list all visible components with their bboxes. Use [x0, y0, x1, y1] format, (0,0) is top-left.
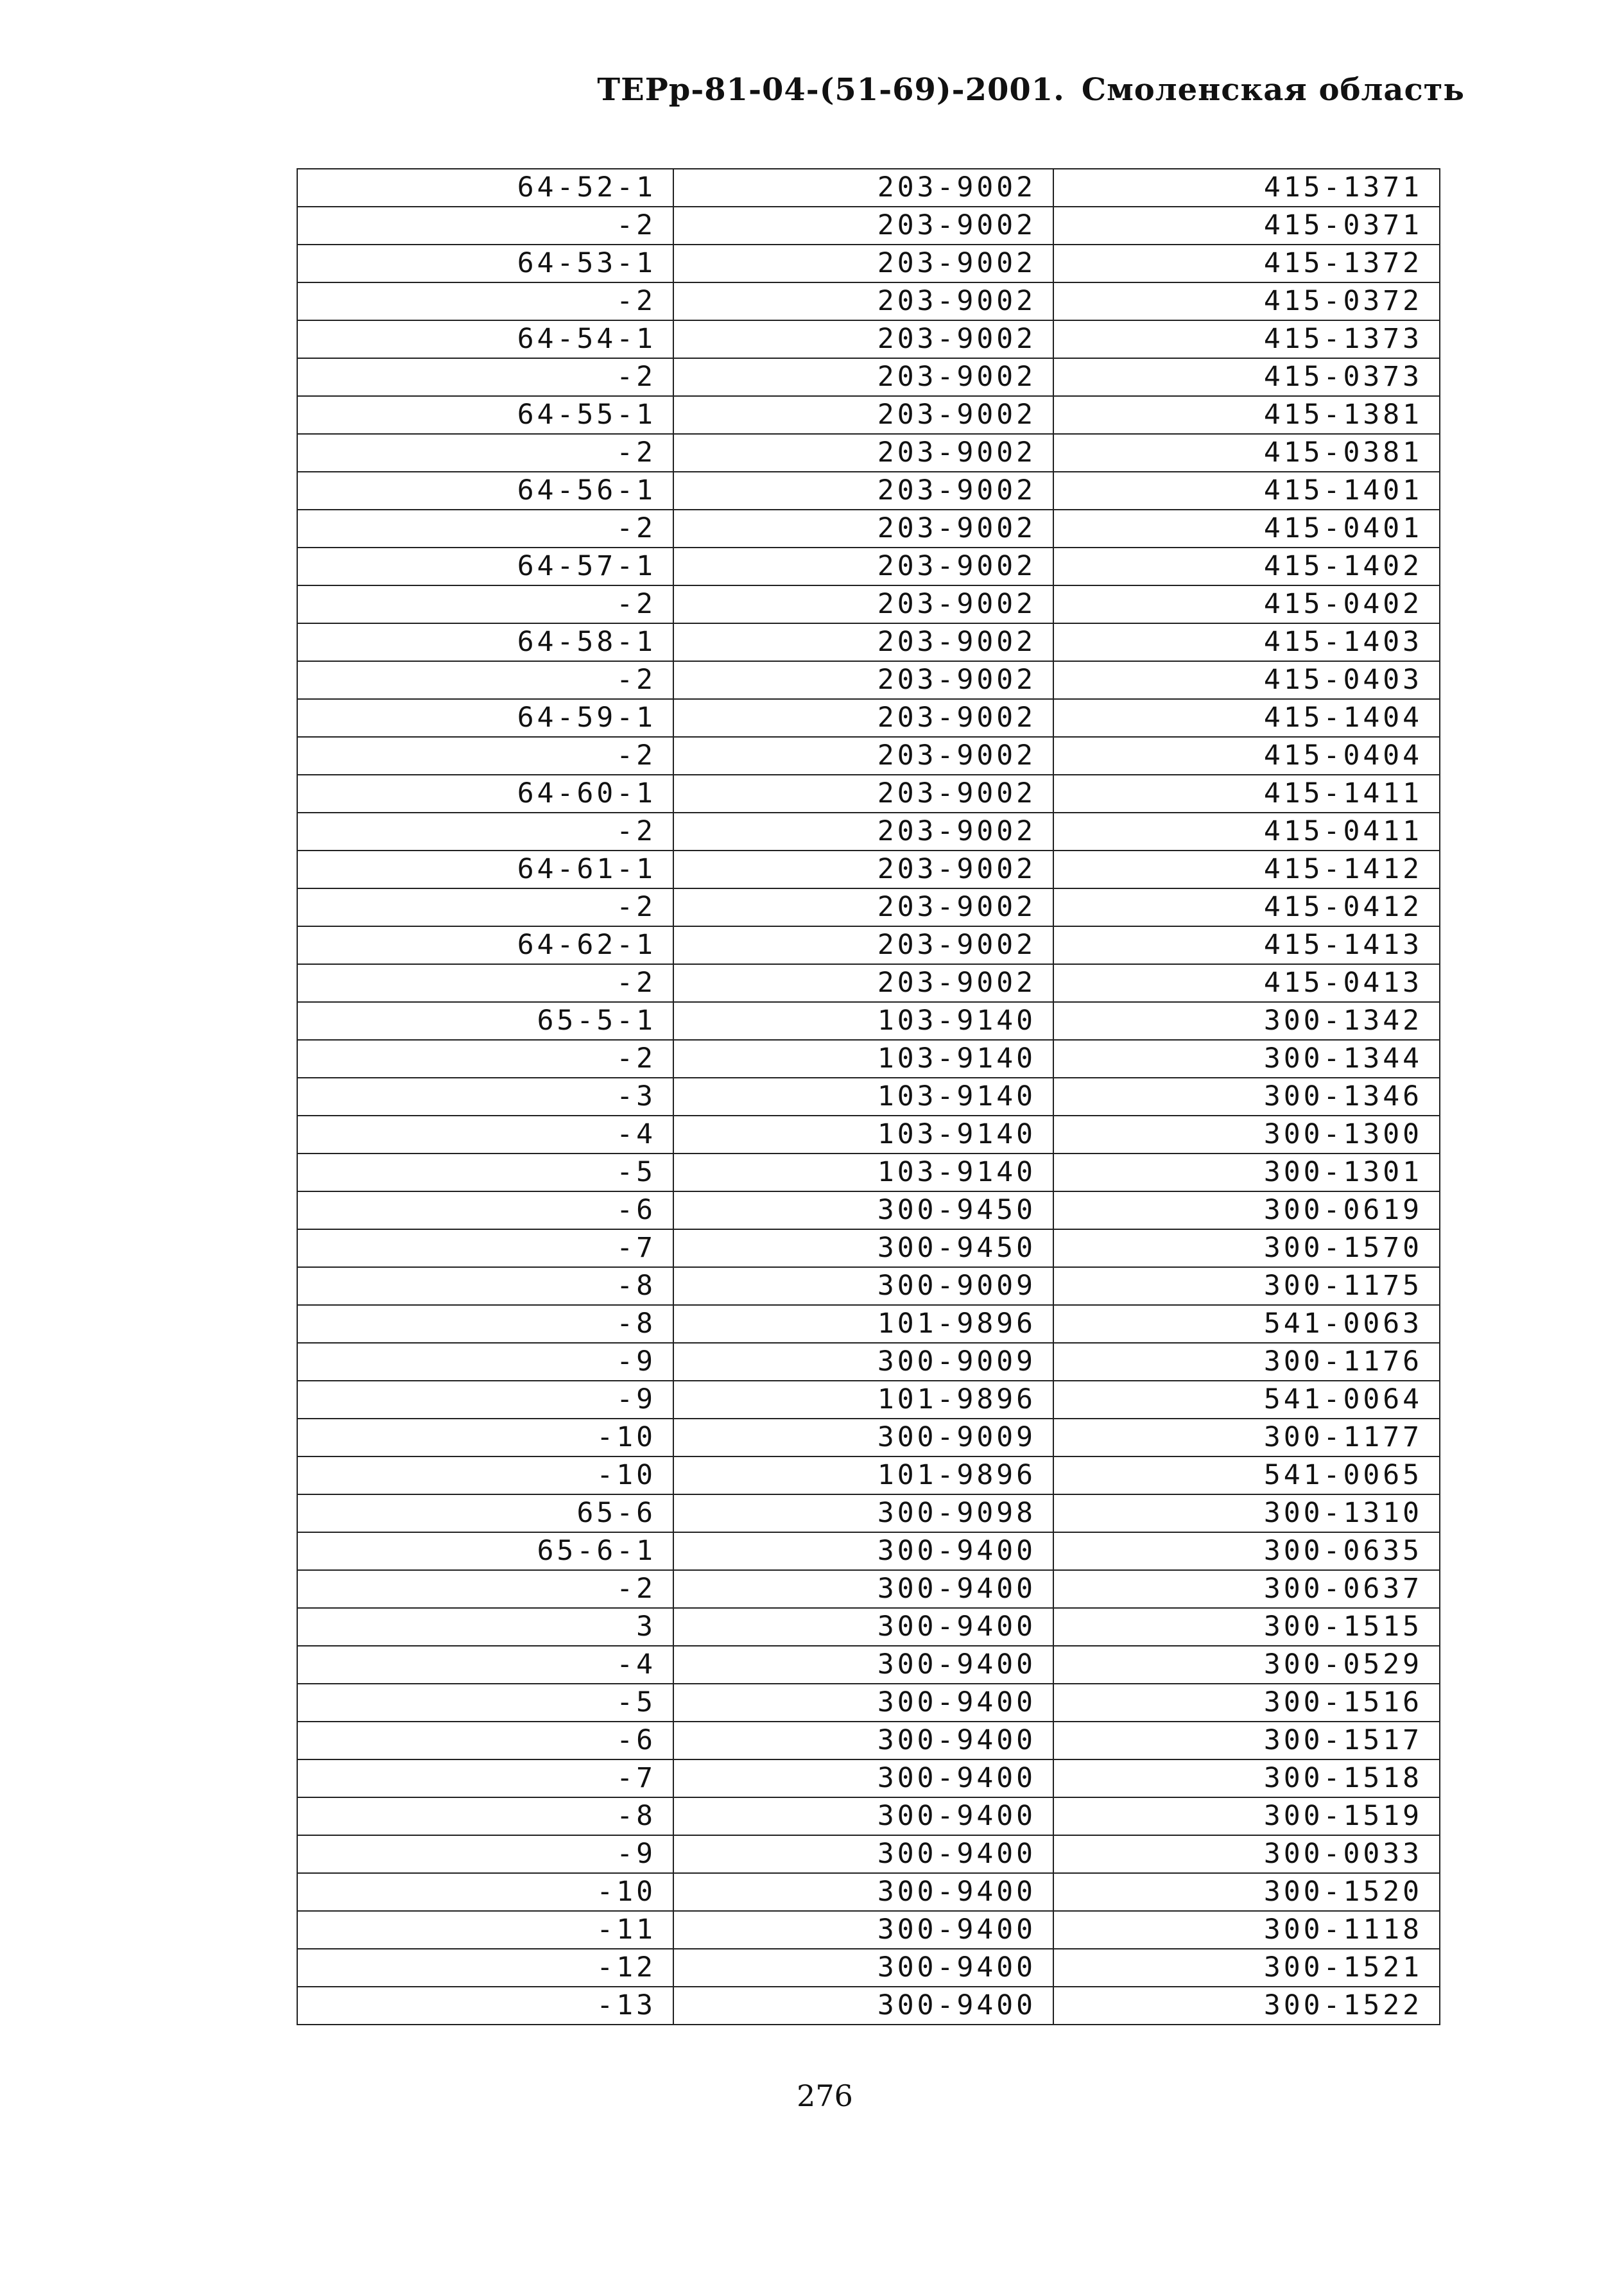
rate-code-cell: 65-5-1 [297, 1002, 673, 1040]
resource-code-cell: 203-9002 [673, 775, 1053, 813]
rate-code-cell: -2 [297, 813, 673, 851]
table-row [297, 1532, 1440, 1570]
resource-code-cell: 203-9002 [673, 434, 1053, 472]
resource-code-cell: 300-9098 [673, 1494, 1053, 1532]
resource-code-cell: 203-9002 [673, 737, 1053, 775]
table-row [297, 775, 1440, 813]
rate-code-cell: 64-54-1 [297, 320, 673, 358]
replacement-code-cell: 415-1413 [1053, 926, 1440, 964]
table-row [297, 1873, 1440, 1911]
replacement-code-cell: 300-1516 [1053, 1684, 1440, 1722]
rate-code-cell: -5 [297, 1154, 673, 1191]
resource-code-cell: 101-9896 [673, 1456, 1053, 1494]
replacement-code-cell: 415-1372 [1053, 245, 1440, 282]
resource-code-cell: 203-9002 [673, 396, 1053, 434]
resource-code-cell: 300-9400 [673, 1911, 1053, 1949]
rate-code-cell: -8 [297, 1267, 673, 1305]
rate-code-cell: -2 [297, 1570, 673, 1608]
resource-code-cell: 300-9400 [673, 1646, 1053, 1684]
table-row [297, 1267, 1440, 1305]
resource-code-cell: 300-9400 [673, 1949, 1053, 1987]
table-row [297, 1987, 1440, 2025]
resource-code-cell: 203-9002 [673, 964, 1053, 1002]
resource-code-cell: 203-9002 [673, 245, 1053, 282]
rate-code-cell: -2 [297, 434, 673, 472]
rate-code-cell: -5 [297, 1684, 673, 1722]
replacement-code-cell: 415-0413 [1053, 964, 1440, 1002]
region-name: Смоленская область [1081, 72, 1465, 108]
rate-code-cell: 64-60-1 [297, 775, 673, 813]
table-row [297, 851, 1440, 888]
table-row [297, 1759, 1440, 1797]
rate-code-cell: -12 [297, 1949, 673, 1987]
rate-code-cell: -2 [297, 585, 673, 623]
table-row [297, 1040, 1440, 1078]
table-row [297, 1949, 1440, 1987]
replacement-code-cell: 300-1517 [1053, 1722, 1440, 1759]
replacement-code-cell: 415-1371 [1053, 169, 1440, 207]
rate-code-cell: -11 [297, 1911, 673, 1949]
rate-code-cell: -10 [297, 1873, 673, 1911]
table-row [297, 813, 1440, 851]
resource-code-cell: 103-9140 [673, 1154, 1053, 1191]
rate-code-cell: 64-52-1 [297, 169, 673, 207]
table-row [297, 964, 1440, 1002]
codes-table-body [297, 169, 1440, 2025]
replacement-code-cell: 415-1381 [1053, 396, 1440, 434]
replacement-code-cell: 300-1344 [1053, 1040, 1440, 1078]
resource-code-cell: 203-9002 [673, 320, 1053, 358]
replacement-code-cell: 541-0063 [1053, 1305, 1440, 1343]
table-row [297, 1002, 1440, 1040]
table-row [297, 1608, 1440, 1646]
replacement-code-cell: 415-0412 [1053, 888, 1440, 926]
resource-code-cell: 300-9400 [673, 1570, 1053, 1608]
resource-code-cell: 203-9002 [673, 699, 1053, 737]
rate-code-cell: -2 [297, 510, 673, 548]
resource-code-cell: 203-9002 [673, 169, 1053, 207]
rate-code-cell: -2 [297, 358, 673, 396]
table-row [297, 699, 1440, 737]
resource-code-cell: 103-9140 [673, 1040, 1053, 1078]
replacement-code-cell: 541-0065 [1053, 1456, 1440, 1494]
replacement-code-cell: 415-0403 [1053, 661, 1440, 699]
replacement-code-cell: 300-1519 [1053, 1797, 1440, 1835]
replacement-code-cell: 415-0401 [1053, 510, 1440, 548]
replacement-code-cell: 415-0402 [1053, 585, 1440, 623]
table-row [297, 548, 1440, 585]
replacement-code-cell: 300-1515 [1053, 1608, 1440, 1646]
table-row [297, 282, 1440, 320]
replacement-code-cell: 415-1373 [1053, 320, 1440, 358]
replacement-code-cell: 300-1118 [1053, 1911, 1440, 1949]
resource-code-cell: 300-9400 [673, 1722, 1053, 1759]
table-row [297, 737, 1440, 775]
replacement-code-cell: 415-0371 [1053, 207, 1440, 245]
replacement-code-cell: 415-0411 [1053, 813, 1440, 851]
replacement-code-cell: 415-0372 [1053, 282, 1440, 320]
table-row [297, 472, 1440, 510]
replacement-code-cell: 300-0635 [1053, 1532, 1440, 1570]
page-number: 276 [797, 2079, 853, 2113]
table-row [297, 888, 1440, 926]
resource-code-cell: 203-9002 [673, 661, 1053, 699]
table-row [297, 1229, 1440, 1267]
replacement-code-cell: 300-0529 [1053, 1646, 1440, 1684]
replacement-code-cell: 300-1522 [1053, 1987, 1440, 2025]
table-row [297, 926, 1440, 964]
table-row [297, 510, 1440, 548]
page-header [597, 72, 1465, 108]
rate-code-cell: -2 [297, 737, 673, 775]
replacement-code-cell: 415-0381 [1053, 434, 1440, 472]
replacement-code-cell: 300-1175 [1053, 1267, 1440, 1305]
resource-code-cell: 101-9896 [673, 1381, 1053, 1419]
resource-code-cell: 300-9400 [673, 1987, 1053, 2025]
rate-code-cell: -2 [297, 207, 673, 245]
resource-code-cell: 300-9400 [673, 1532, 1053, 1570]
resource-code-cell: 103-9140 [673, 1116, 1053, 1154]
table-row [297, 1116, 1440, 1154]
table-row [297, 1456, 1440, 1494]
rate-code-cell: -2 [297, 964, 673, 1002]
replacement-code-cell: 300-1520 [1053, 1873, 1440, 1911]
rate-code-cell: -3 [297, 1078, 673, 1116]
table-row [297, 1191, 1440, 1229]
resource-code-cell: 300-9400 [673, 1608, 1053, 1646]
rate-code-cell: 65-6-1 [297, 1532, 673, 1570]
rate-code-cell: 64-59-1 [297, 699, 673, 737]
table-row [297, 1911, 1440, 1949]
replacement-code-cell: 541-0064 [1053, 1381, 1440, 1419]
rate-code-cell: -4 [297, 1116, 673, 1154]
resource-code-cell: 101-9896 [673, 1305, 1053, 1343]
replacement-code-cell: 415-1412 [1053, 851, 1440, 888]
replacement-code-cell: 300-1342 [1053, 1002, 1440, 1040]
rate-code-cell: -10 [297, 1456, 673, 1494]
resource-code-cell: 203-9002 [673, 472, 1053, 510]
replacement-code-cell: 415-0373 [1053, 358, 1440, 396]
table-row [297, 320, 1440, 358]
rate-code-cell: -8 [297, 1797, 673, 1835]
table-row [297, 623, 1440, 661]
replacement-code-cell: 300-1346 [1053, 1078, 1440, 1116]
rate-code-cell: 64-55-1 [297, 396, 673, 434]
document-code: ТЕРр-81-04-(51-69)-2001. [597, 72, 1065, 108]
replacement-code-cell: 300-1301 [1053, 1154, 1440, 1191]
replacement-code-cell: 300-1300 [1053, 1116, 1440, 1154]
replacement-code-cell: 300-0637 [1053, 1570, 1440, 1608]
resource-code-cell: 300-9009 [673, 1267, 1053, 1305]
table-row [297, 1722, 1440, 1759]
replacement-code-cell: 300-0619 [1053, 1191, 1440, 1229]
table-row [297, 207, 1440, 245]
resource-code-cell: 203-9002 [673, 585, 1053, 623]
table-row [297, 661, 1440, 699]
replacement-code-cell: 300-0033 [1053, 1835, 1440, 1873]
table-row [297, 1419, 1440, 1456]
table-row [297, 1381, 1440, 1419]
rate-code-cell: -10 [297, 1419, 673, 1456]
replacement-code-cell: 415-1404 [1053, 699, 1440, 737]
resource-code-cell: 203-9002 [673, 813, 1053, 851]
replacement-code-cell: 300-1570 [1053, 1229, 1440, 1267]
resource-code-cell: 203-9002 [673, 888, 1053, 926]
rate-code-cell: -7 [297, 1759, 673, 1797]
rate-code-cell: -4 [297, 1646, 673, 1684]
resource-code-cell: 300-9450 [673, 1191, 1053, 1229]
resource-code-cell: 203-9002 [673, 623, 1053, 661]
rate-code-cell: 64-58-1 [297, 623, 673, 661]
replacement-code-cell: 415-1401 [1053, 472, 1440, 510]
codes-table [297, 168, 1440, 2025]
replacement-code-cell: 300-1177 [1053, 1419, 1440, 1456]
table-row [297, 1835, 1440, 1873]
resource-code-cell: 300-9400 [673, 1873, 1053, 1911]
rate-code-cell: -9 [297, 1381, 673, 1419]
resource-code-cell: 203-9002 [673, 851, 1053, 888]
rate-code-cell: -9 [297, 1343, 673, 1381]
table-row [297, 1305, 1440, 1343]
table-row [297, 1570, 1440, 1608]
rate-code-cell: -2 [297, 1040, 673, 1078]
resource-code-cell: 300-9400 [673, 1759, 1053, 1797]
rate-code-cell: -7 [297, 1229, 673, 1267]
table-row [297, 1494, 1440, 1532]
rate-code-cell: -6 [297, 1722, 673, 1759]
rate-code-cell: 64-56-1 [297, 472, 673, 510]
resource-code-cell: 203-9002 [673, 207, 1053, 245]
rate-code-cell: -6 [297, 1191, 673, 1229]
table-row [297, 1343, 1440, 1381]
resource-code-cell: 300-9400 [673, 1835, 1053, 1873]
resource-code-cell: 300-9009 [673, 1419, 1053, 1456]
table-row [297, 585, 1440, 623]
resource-code-cell: 300-9400 [673, 1684, 1053, 1722]
resource-code-cell: 203-9002 [673, 548, 1053, 585]
rate-code-cell: 64-53-1 [297, 245, 673, 282]
resource-code-cell: 103-9140 [673, 1078, 1053, 1116]
table-row [297, 1646, 1440, 1684]
resource-code-cell: 203-9002 [673, 282, 1053, 320]
replacement-code-cell: 300-1176 [1053, 1343, 1440, 1381]
table-row [297, 396, 1440, 434]
rate-code-cell: 64-62-1 [297, 926, 673, 964]
rate-code-cell: 3 [297, 1608, 673, 1646]
table-row [297, 358, 1440, 396]
rate-code-cell: -9 [297, 1835, 673, 1873]
replacement-code-cell: 415-0404 [1053, 737, 1440, 775]
table-row [297, 1797, 1440, 1835]
rate-code-cell: 64-61-1 [297, 851, 673, 888]
resource-code-cell: 103-9140 [673, 1002, 1053, 1040]
table-row [297, 434, 1440, 472]
resource-code-cell: 300-9009 [673, 1343, 1053, 1381]
table-row [297, 245, 1440, 282]
resource-code-cell: 203-9002 [673, 358, 1053, 396]
rate-code-cell: 64-57-1 [297, 548, 673, 585]
rate-code-cell: -2 [297, 282, 673, 320]
rate-code-cell: -2 [297, 888, 673, 926]
replacement-code-cell: 415-1402 [1053, 548, 1440, 585]
resource-code-cell: 203-9002 [673, 510, 1053, 548]
table-row [297, 169, 1440, 207]
replacement-code-cell: 415-1403 [1053, 623, 1440, 661]
replacement-code-cell: 300-1310 [1053, 1494, 1440, 1532]
rate-code-cell: 65-6 [297, 1494, 673, 1532]
codes-table-container [297, 168, 1439, 2025]
rate-code-cell: -13 [297, 1987, 673, 2025]
table-row [297, 1078, 1440, 1116]
resource-code-cell: 203-9002 [673, 926, 1053, 964]
replacement-code-cell: 300-1521 [1053, 1949, 1440, 1987]
replacement-code-cell: 300-1518 [1053, 1759, 1440, 1797]
rate-code-cell: -8 [297, 1305, 673, 1343]
table-row [297, 1154, 1440, 1191]
table-row [297, 1684, 1440, 1722]
replacement-code-cell: 415-1411 [1053, 775, 1440, 813]
resource-code-cell: 300-9400 [673, 1797, 1053, 1835]
rate-code-cell: -2 [297, 661, 673, 699]
resource-code-cell: 300-9450 [673, 1229, 1053, 1267]
